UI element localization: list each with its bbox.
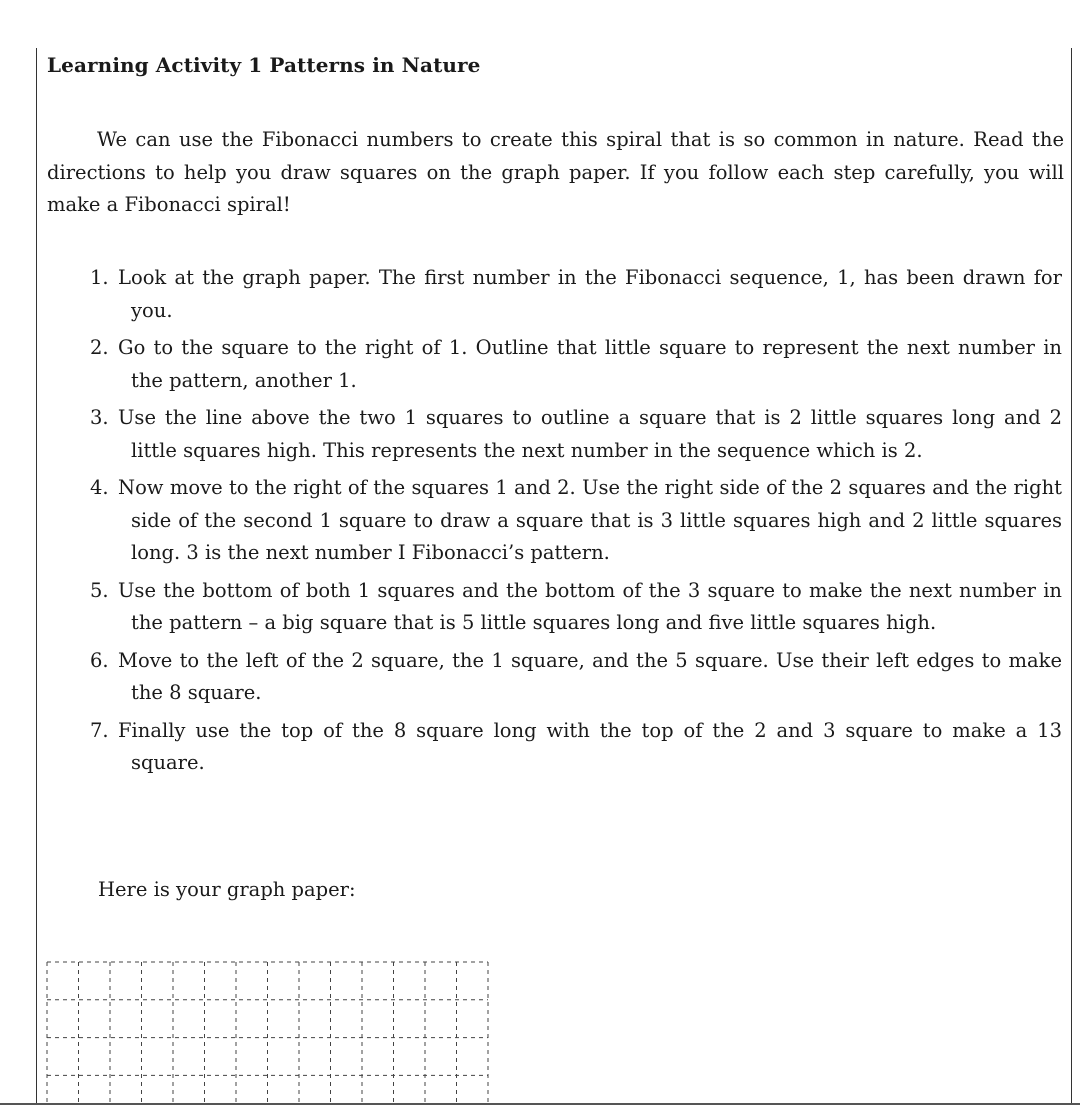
- instruction-step: [90, 715, 1062, 780]
- step-text: Finally use the top of the 8 square long with the top of the 2 and 3 square to make a 13 square.: [118, 718, 1062, 774]
- instruction-step: [90, 332, 1062, 397]
- step-number: 4.: [90, 476, 109, 499]
- step-number: 6.: [90, 648, 109, 672]
- activity-title: Learning Activity 1 Patterns in Nature: [47, 53, 481, 77]
- graph-paper-label: Here is your graph paper:: [98, 878, 356, 901]
- step-number: 1.: [90, 266, 109, 289]
- instruction-step: [90, 262, 1062, 327]
- graph-paper[interactable]: [46, 958, 492, 1105]
- step-text: Now move to the right of the squares 1 and 2. Use the right side of the 2 squares and the right side of the second 1 square to draw a square that is 3 little squares high and 2 little squares long. 3 is the next number I Fibonacci’s pattern.: [118, 476, 1062, 564]
- step-number: 5.: [90, 578, 109, 602]
- step-number: 2.: [90, 336, 109, 359]
- instruction-step: [90, 645, 1062, 710]
- instruction-step: [90, 402, 1062, 467]
- step-text: Use the bottom of both 1 squares and the bottom of the 3 square to make the next number in the pattern – a big square that is 5 little squares long and five little squares high.: [118, 578, 1062, 634]
- step-number: 3.: [90, 406, 109, 429]
- step-number: 7.: [90, 718, 109, 742]
- step-text: Move to the left of the 2 square, the 1 square, and the 5 square. Use their left edges to make the 8 square.: [118, 648, 1062, 704]
- step-text: Look at the graph paper. The first number in the Fibonacci sequence, 1, has been drawn for you.: [118, 266, 1062, 322]
- instruction-step: [90, 472, 1062, 570]
- step-text: Use the line above the two 1 squares to outline a square that is 2 little squares long and 2 little squares high. This represents the next number in the sequence which is 2.: [118, 406, 1062, 462]
- instruction-step: [90, 575, 1062, 640]
- intro-paragraph: We can use the Fibonacci numbers to create this spiral that is so common in nature. Read the directions to help you draw squares on the graph paper. If you follow each step carefully, you will make a Fibonacci spiral!: [47, 128, 1064, 216]
- step-text: Go to the square to the right of 1. Outline that little square to represent the next number in the pattern, another 1.: [118, 336, 1062, 392]
- instruction-list: [90, 262, 1062, 785]
